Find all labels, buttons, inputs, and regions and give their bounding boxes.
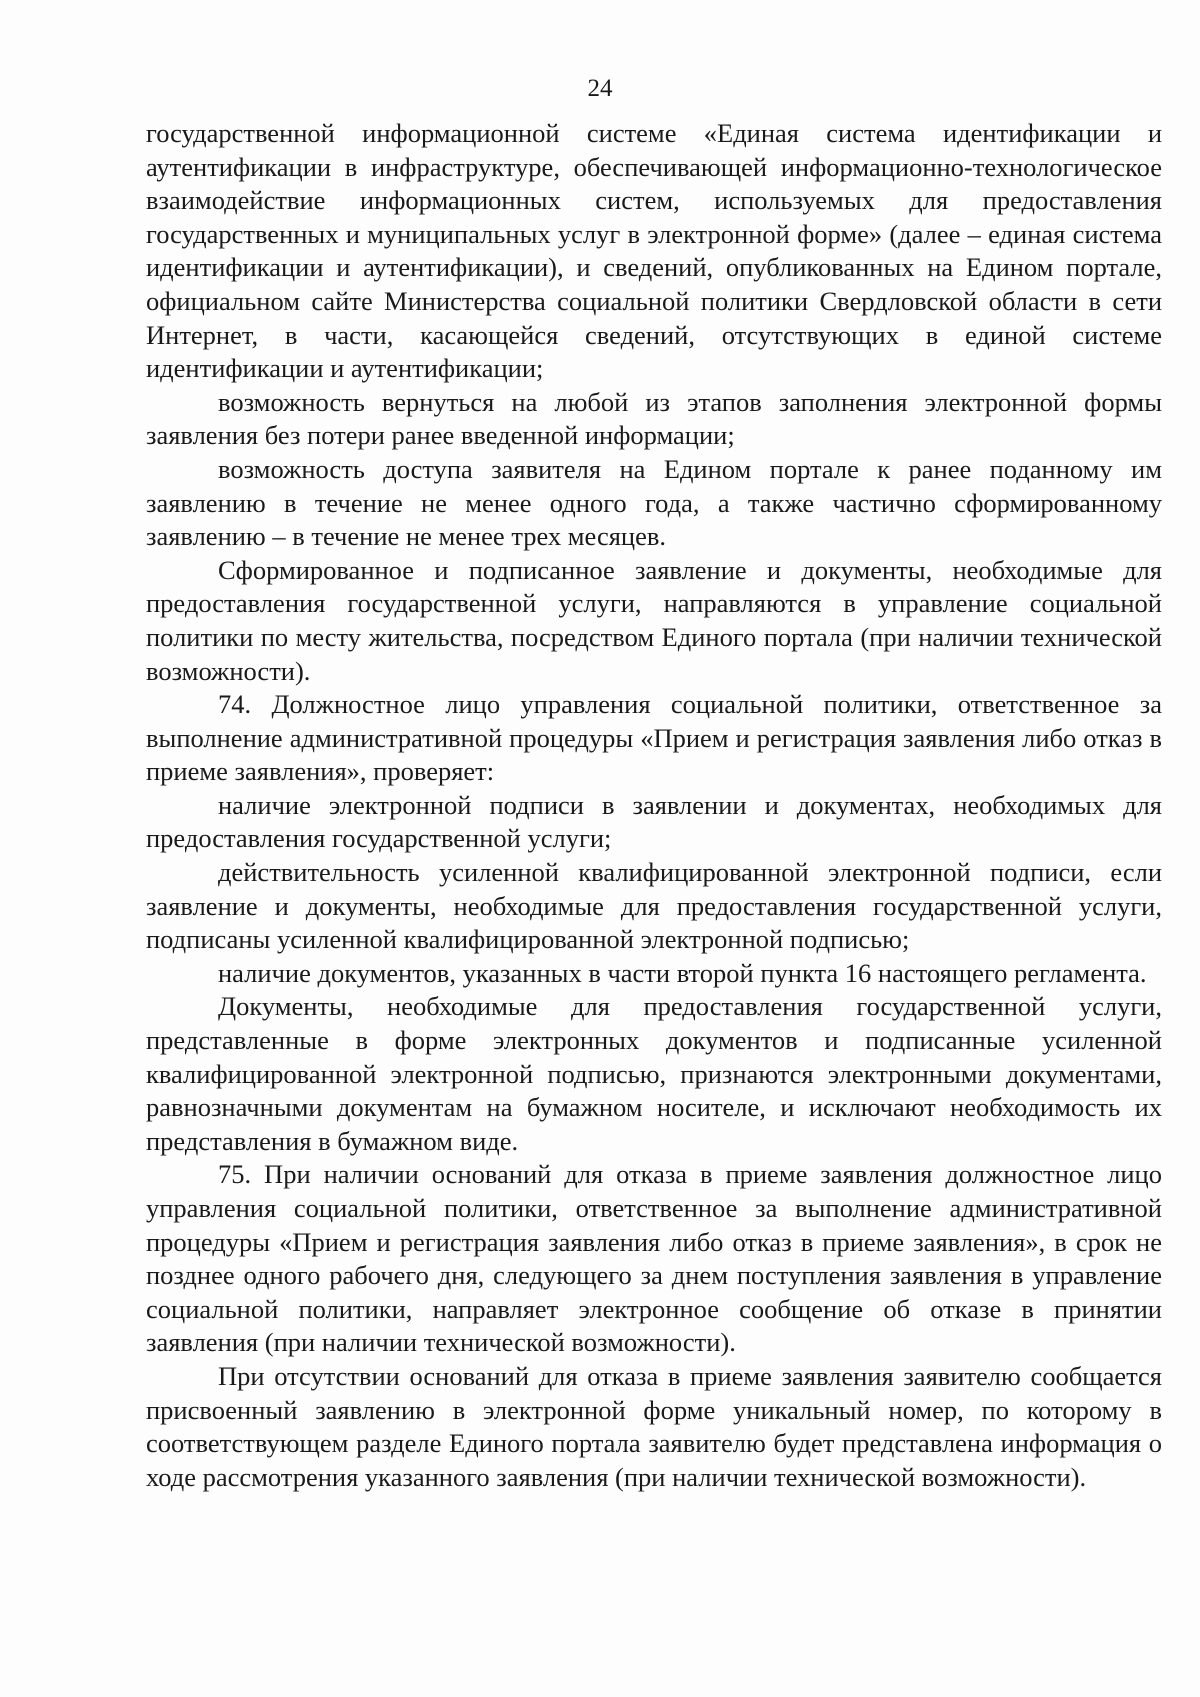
paragraph: возможность вернуться на любой из этапов заполнения электронной формы заявления без потери ранее введенной информации; (146, 386, 1162, 451)
paragraph: возможность доступа заявителя на Едином портале к ранее поданному им заявлению в течение не менее одного года, а также частично сформированному заявлению – в течение не менее трех месяцев. (146, 453, 1162, 552)
paragraph: действительность усиленной квалифицированной электронной подписи, если заявление и документы, необходимые для предоставления государственной услуги, подписаны усиленной квалифицированной электронной подписью; (146, 857, 1162, 955)
paragraph: 74. Должностное лицо управления социальной политики, ответственное за выполнение административной процедуры «Прием и регистрация заявления либо отказ в приеме заявления», проверяет: (146, 689, 1162, 787)
paragraph: 75. При наличии оснований для отказа в приеме заявления должностное лицо управления социальной политики, ответственное за выполнение административной процедуры «Прием и регистрация заявления либо отказ в приеме заявления», в срок не позднее одного рабочего дня, следующего за днем поступления заявления в управление социальной политики, направляет электронное сообщение об отказе в принятии заявления (при наличии технической возможности). (146, 1159, 1162, 1358)
paragraph: Документы, необходимые для предоставления государственной услуги, представленные в форме электронных документов и подписанные усиленной квалифицированной электронной подписью, признаются электронными документами, равнозначными документам на бумажном носителе, и исключают необходимость их представления в бумажном виде. (146, 991, 1162, 1156)
paragraph: государственной информационной системе «Единая система идентификации и аутентификации в инфраструктуре, обеспечивающей информационно-технологическое взаимодействие информационных систем, используемых для предоставления государственных и муниципальных услуг в электронной форме» (далее – единая система идентификации и аутентификации), и сведений, опубликованных на Едином портале, официальном сайте Министерства социальной политики Свердловской области в сети Интернет, в части, касающейся сведений, отсутствующих в единой системе идентификации и аутентификации; (146, 118, 1162, 384)
document-body (146, 117, 1162, 1494)
paragraph: При отсутствии оснований для отказа в приеме заявления заявителю сообщается присвоенный заявлению в электронной форме уникальный номер, по которому в соответствующем разделе Единого портала заявителю будет представлена информация о ходе рассмотрения указанного заявления (при наличии технической возможности). (146, 1360, 1162, 1492)
paragraph: наличие электронной подписи в заявлении и документах, необходимых для предоставления государственной услуги; (146, 789, 1162, 854)
paragraph: Сформированное и подписанное заявление и документы, необходимые для предоставления государственной услуги, направляются в управление социальной политики по месту жительства, посредством Единого портала (при наличии технической возможности). (146, 554, 1162, 686)
page-number: 24 (587, 75, 613, 102)
paragraph: наличие документов, указанных в части второй пункта 16 настоящего регламента. (218, 957, 1147, 988)
